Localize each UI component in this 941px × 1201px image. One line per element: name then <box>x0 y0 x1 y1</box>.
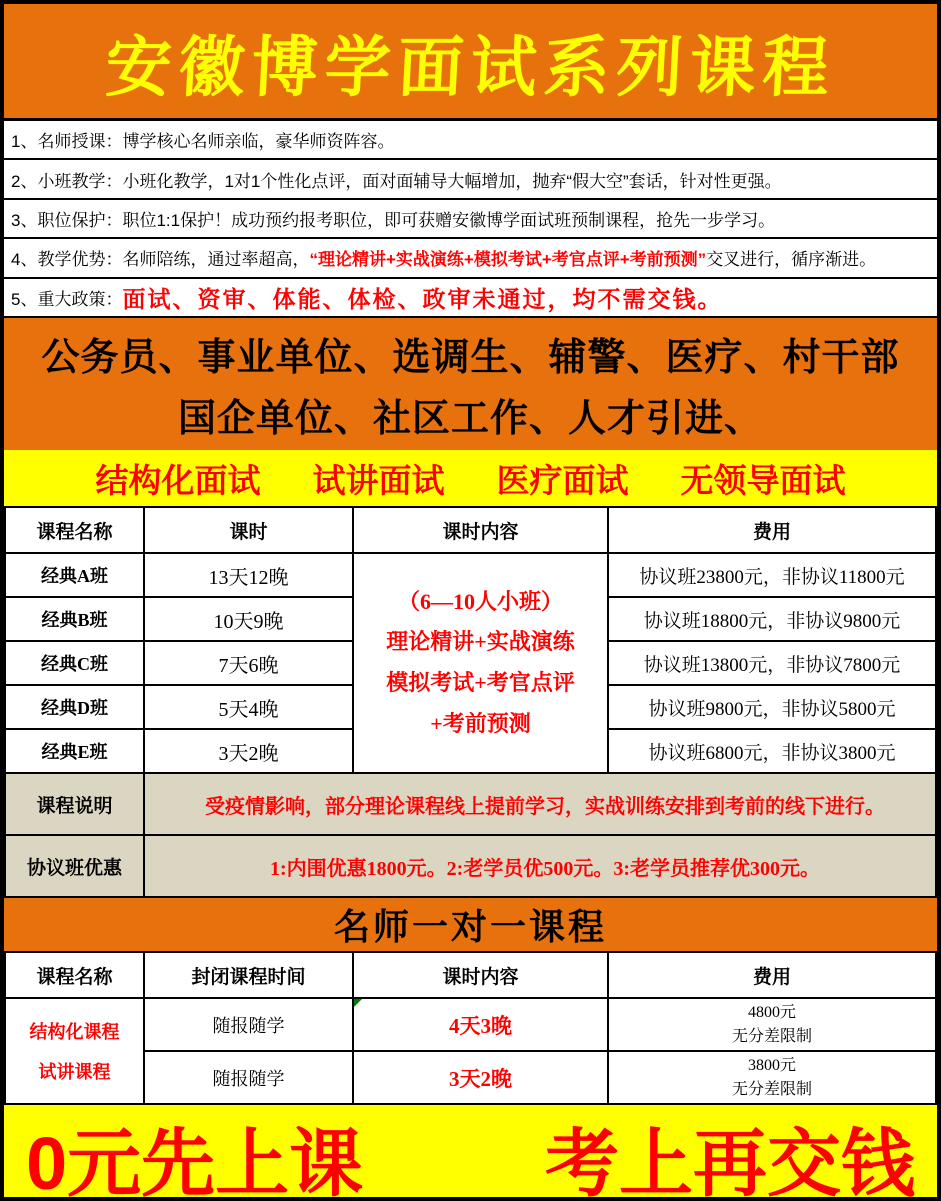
table-row <box>5 553 936 597</box>
feature-highlight: “理论精讲+实战演练+模拟考试+考官点评+考前预测” <box>309 250 707 270</box>
col-header-fee: 费用 <box>608 507 936 553</box>
class-hours: 5天4晚 <box>144 685 353 729</box>
content-line: +考前预测 <box>430 710 531 736</box>
one-on-one-table-header <box>5 952 936 998</box>
fee-condition: 无分差限制 <box>731 1027 812 1045</box>
class-fee: 协议班23800元，非协议11800元 <box>608 553 936 597</box>
course-schedule: 随报随学 <box>144 998 353 1051</box>
footer-banner <box>4 1105 937 1201</box>
feature-item-4 <box>4 239 937 278</box>
feature-highlight: 面试、资审、体能、体检、政审未通过，均不需交钱。 <box>122 285 723 313</box>
class-name: 经典E班 <box>5 729 144 773</box>
content-line: 理论精讲+实战演练 <box>386 629 575 655</box>
col-header-fee: 费用 <box>608 952 936 998</box>
course-content <box>353 1051 608 1104</box>
feature-text: 4、教学优势：名师陪练，通过率超高， <box>11 250 310 270</box>
one-on-one-table <box>4 951 937 1105</box>
note-text: 受疫情影响，部分理论课程线上提前学习，实战训练安排到考前的线下进行。 <box>144 773 936 835</box>
cell-corner-marker <box>354 999 362 1007</box>
class-fee: 协议班9800元，非协议5800元 <box>608 685 936 729</box>
col-header-content: 课时内容 <box>353 507 608 553</box>
feature-text: 1、名师授课：博学核心名师亲临，豪华师资阵容。 <box>11 132 395 152</box>
feature-text: 3、职位保护：职位1:1保护！成功预约报考职位，即可获赠安徽博学面试班预制课程，抢先一步学习。 <box>11 211 776 231</box>
feature-list <box>4 121 937 318</box>
feature-text: 交叉进行，循序渐进。 <box>706 250 877 270</box>
course-name: 结构化课程 <box>29 1022 120 1042</box>
class-hours: 13天12晚 <box>144 553 353 597</box>
class-name: 经典A班 <box>5 553 144 597</box>
course-fee <box>608 998 936 1051</box>
content-line: 模拟考试+考官点评 <box>386 670 575 695</box>
course-schedule: 随报随学 <box>144 1051 353 1104</box>
feature-text: 2、小班教学：小班化教学，1对1个性化点评，面对面辅导大幅增加，抛弃“假大空”套话，针对性更强。 <box>11 171 782 191</box>
class-name: 经典B班 <box>5 597 144 641</box>
class-hours: 7天6晚 <box>144 641 353 685</box>
interview-type: 无领导面试 <box>680 461 846 499</box>
col-header-content: 课时内容 <box>353 952 608 998</box>
class-fee: 协议班18800元，非协议9800元 <box>608 597 936 641</box>
footer-slogan-left: 0元先上课 <box>26 1122 364 1201</box>
course-name: 试讲课程 <box>38 1062 111 1082</box>
class-hours: 3天2晚 <box>144 729 353 773</box>
course-duration: 3天2晚 <box>449 1066 512 1091</box>
course-fee <box>608 1051 936 1104</box>
feature-text: 5、重大政策： <box>11 289 123 309</box>
note-label: 协议班优惠 <box>5 835 144 897</box>
note-label: 课程说明 <box>5 773 144 835</box>
table-row <box>5 998 936 1051</box>
class-content <box>353 553 608 773</box>
feature-item-1 <box>4 121 937 160</box>
table-row <box>5 1051 936 1104</box>
audience-line-1: 公务员、事业单位、选调生、辅警、医疗、村干部 <box>41 337 900 379</box>
interview-type: 医疗面试 <box>496 461 629 499</box>
course-content <box>353 998 608 1051</box>
audience-banner <box>4 318 937 450</box>
course-table-header <box>5 507 936 553</box>
course-duration: 4天3晚 <box>449 1013 512 1038</box>
note-row-course-note <box>5 773 936 835</box>
class-fee: 协议班13800元，非协议7800元 <box>608 641 936 685</box>
fee-amount: 4800元 <box>747 1004 796 1022</box>
col-header-course-name: 课程名称 <box>5 952 144 998</box>
note-row-discount <box>5 835 936 897</box>
fee-amount: 3800元 <box>747 1057 796 1075</box>
class-hours: 10天9晚 <box>144 597 353 641</box>
feature-item-3 <box>4 200 937 239</box>
interview-type: 试讲面试 <box>312 461 445 499</box>
feature-item-2 <box>4 160 937 199</box>
interview-type: 结构化面试 <box>95 461 261 499</box>
one-on-one-banner <box>4 898 937 951</box>
header-banner <box>4 4 937 121</box>
class-name: 经典C班 <box>5 641 144 685</box>
content-line: （6—10人小班） <box>397 588 563 614</box>
course-table <box>4 506 937 898</box>
col-header-hours: 课时 <box>144 507 353 553</box>
fee-condition: 无分差限制 <box>731 1080 812 1098</box>
note-text: 1:内围优惠1800元。2:老学员优500元。3:老学员推荐优300元。 <box>144 835 936 897</box>
footer-slogan-right: 考上再交钱 <box>545 1122 915 1201</box>
interview-types-banner <box>4 450 937 506</box>
one-on-one-title: 名师一对一课程 <box>333 906 607 947</box>
class-name: 经典D班 <box>5 685 144 729</box>
page-title: 安徽博学面试系列课程 <box>103 27 838 106</box>
feature-item-5 <box>4 279 937 318</box>
col-header-schedule: 封闭课程时间 <box>144 952 353 998</box>
class-fee: 协议班6800元，非协议3800元 <box>608 729 936 773</box>
col-header-course-name: 课程名称 <box>5 507 144 553</box>
audience-line-2: 国企单位、社区工作、人才引进、 <box>177 398 763 440</box>
course-names <box>5 998 144 1104</box>
